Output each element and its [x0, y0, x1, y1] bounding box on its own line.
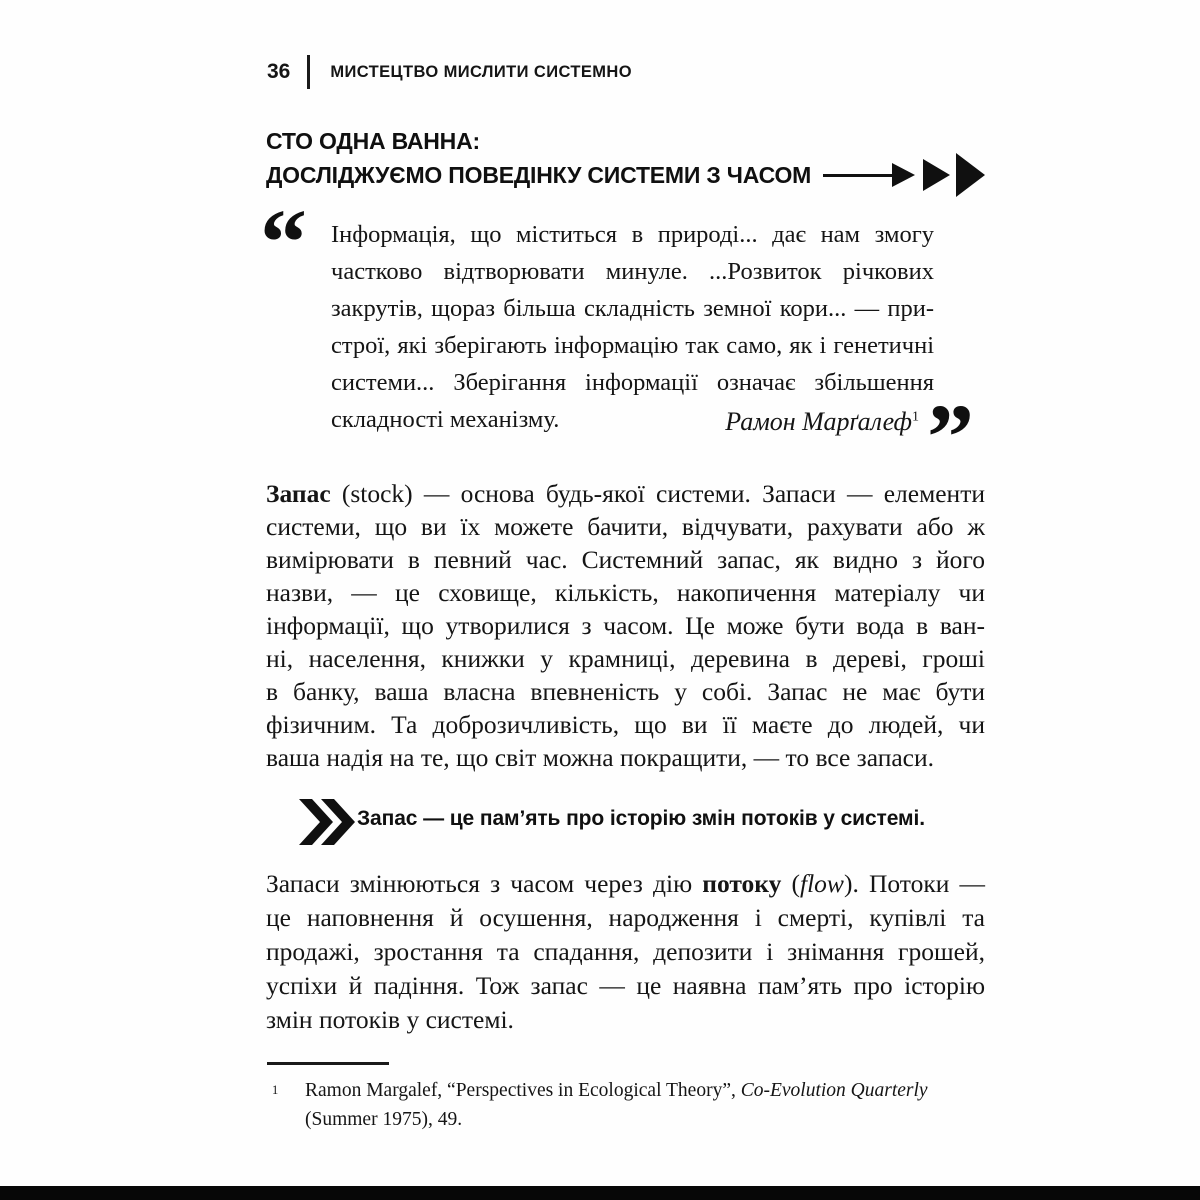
quote-text: Інформація, що міститься в природі... дає нам змогу частково відтворювати минуле. ...Розвиток річкових закрутів, щораз більша складність земної кори... — при- строї, які зберігають інформацію так само, як і генетичні системи... Зберігання інформації означає збільшення складності механізму.	[331, 221, 934, 433]
quote-attribution	[331, 407, 919, 437]
double-chevron-icon	[299, 799, 357, 846]
attribution-footnote-mark: 1	[912, 409, 919, 425]
book-title: МИСТЕЦТВО МИСЛИТИ СИСТЕМНО	[330, 62, 632, 81]
header-divider	[307, 55, 310, 89]
footnote-text: Ramon Margalef, “Perspectives in Ecological Theory”, Co-Evolution Quarterly (Summer 1975), 49.	[305, 1080, 928, 1130]
body-paragraph-1: Запас (stock) — основа будь-якої системи. Запаси — елементи системи, що ви їх можете бачити, відчувати, рахувати або ж вимірювати в певний час. Системний запас, як видно з його назви, — це сховище, кількість, накопичення матеріалу чи інформації, що утворилися з часом. Це може бути вода в ван- ні, населення, книжки у крамниці, деревина в дереві, гроші в банку, ваша власна впевненість у собі. Запас не має бути фізичним. Та доброзичливість, що ви її маєте до людей, чи ваша надія на те, що світ можна покращити, — то все запаси.	[266, 479, 985, 772]
quote-attribution-name: Рамон Марґалеф	[725, 407, 912, 436]
section-heading-line2: ДОСЛІДЖУЄМО ПОВЕДІНКУ СИСТЕМИ З ЧАСОМ	[266, 161, 812, 188]
quote-open-icon: “	[260, 191, 307, 295]
triple-arrow-icon	[892, 152, 986, 198]
body-paragraph-2: Запаси змінюються з часом через дію потоку (flow). Потоки — це наповнення й осушення, народження і смерті, купівлі та продажі, зростання та спадання, депозити і знімання грошей, успіхи й падіння. Тож запас — це наявна пам’ять про історію змін потоків у системі.	[266, 869, 985, 1034]
section-heading	[266, 128, 986, 197]
arrow-line	[823, 174, 892, 177]
quote-close-icon: ”	[927, 386, 974, 490]
callout-text: Запас — це пам’ять про історію змін потоків у системі.	[357, 807, 925, 830]
section-heading-line2-row	[266, 153, 986, 197]
scan-edge-bar	[0, 1186, 1200, 1200]
footnote-rule	[267, 1062, 389, 1065]
page-number: 36	[267, 60, 291, 83]
footnote-mark: 1	[272, 1083, 279, 1097]
footnote	[267, 1076, 986, 1134]
running-header	[267, 55, 632, 89]
section-heading-line1: СТО ОДНА ВАННА:	[266, 128, 480, 154]
